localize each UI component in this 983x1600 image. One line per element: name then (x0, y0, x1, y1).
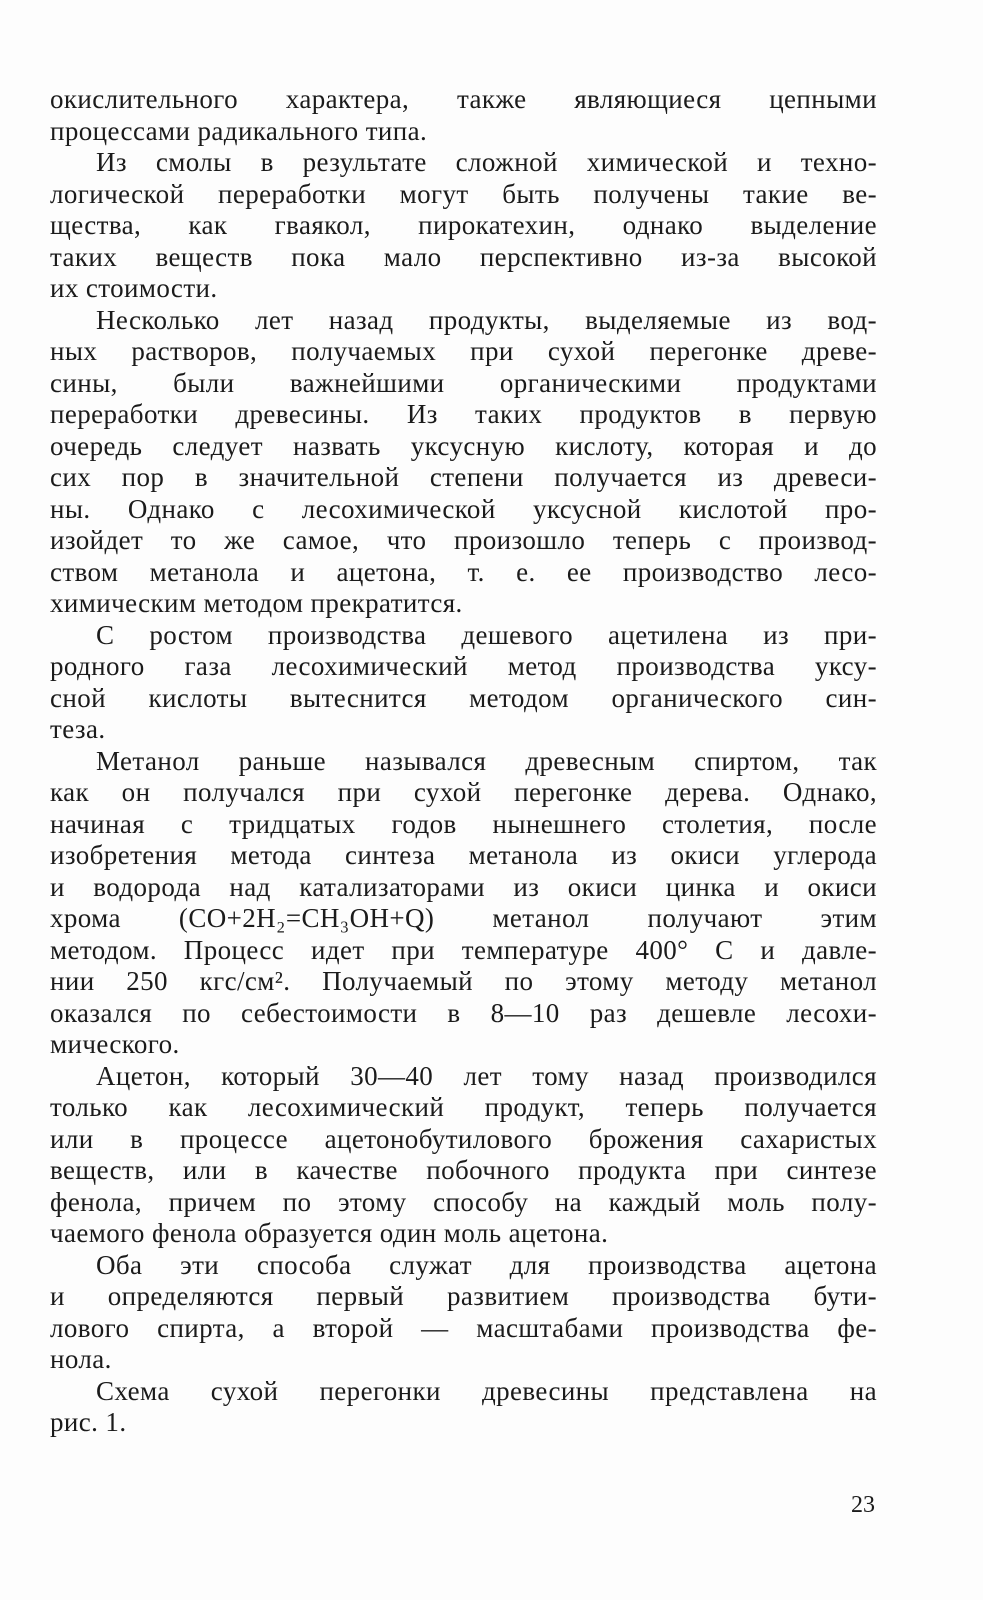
text-line: и водорода над катализаторами из окиси цинка и окиси (50, 871, 877, 902)
text-line: лового спирта, а второй — масштабами производства фе- (50, 1312, 877, 1343)
text-line: родного газа лесохимический метод производства уксу- (50, 651, 877, 681)
text-line: окислительного характера, также являющиеся цепными (50, 84, 877, 114)
text-line: рис. 1. (50, 1407, 127, 1437)
text-line: фенола, причем по этому способу на каждый моль полу- (50, 1186, 877, 1217)
text-line: С ростом производства дешевого ацетилена из при- (96, 619, 877, 650)
text-line: начиная с тридцатых годов нынешнего столетия, после (50, 808, 877, 839)
text-line: Ацетон, который 30—40 лет тому назад производился (96, 1060, 877, 1091)
text-line: щества, как гваякол, пирокатехин, однако выделение (50, 210, 877, 240)
text-line: теза. (50, 714, 106, 744)
text-line: переработки древесины. Из таких продуктов в первую (50, 399, 877, 429)
text-line: ных растворов, получаемых при сухой перегонке древе- (50, 336, 877, 366)
text-line: таких веществ пока мало перспективно из-за высокой (50, 241, 877, 272)
text-line: нии 250 кгс/см². Получаемый по этому методу метанол (50, 966, 877, 996)
text-line: Несколько лет назад продукты, выделяемые из вод- (96, 304, 877, 335)
body-text (50, 84, 877, 1439)
text-line: как он получался при сухой перегонке дерева. Однако, (50, 777, 877, 807)
page-number: 23 (851, 1492, 875, 1518)
text-line: нола. (50, 1344, 112, 1374)
text-line: Из смолы в результате сложной химической и техно- (96, 147, 877, 177)
text-line: химическим методом прекратится. (50, 588, 463, 618)
text-line: процессами радикального типа. (50, 115, 428, 146)
text-line: их стоимости. (50, 273, 218, 303)
text-line: веществ, или в качестве побочного продукта при синтезе (50, 1155, 877, 1185)
text-line: ны. Однако с лесохимической уксусной кислотой про- (50, 493, 877, 524)
text-line: или в процессе ацетонобутилового брожения сахаристых (50, 1123, 877, 1154)
text-line: мического. (50, 1029, 180, 1059)
text-line: изойдет то же самое, что произошло теперь с производ- (50, 525, 877, 555)
text-line: сих пор в значительной степени получается из древеси- (50, 462, 877, 492)
text-line: Оба эти способа служат для производства ацетона (96, 1249, 877, 1280)
text-line: оказался по себестоимости в 8—10 раз дешевле лесохи- (50, 997, 877, 1028)
text-line: ством метанола и ацетона, т. е. ее производство лесо- (50, 556, 877, 587)
text-line: сины, были важнейшими органическими продуктами (50, 367, 877, 398)
text-line: очередь следует назвать уксусную кислоту, которая и до (50, 430, 877, 461)
text-line: только как лесохимический продукт, теперь получается (50, 1092, 877, 1122)
text-line: сной кислоты вытеснится методом органического син- (50, 682, 877, 713)
text-line: и определяются первый развитием производства бути- (50, 1281, 877, 1311)
text-line: чаемого фенола образуется один моль ацетона. (50, 1218, 609, 1248)
text-line: хрома (CO+2H₂=CH₃OH+Q) метанол получают этим (50, 903, 877, 933)
text-line: логической переработки могут быть получены такие ве- (50, 178, 877, 209)
text-line: Схема сухой перегонки древесины представлена на (96, 1375, 877, 1406)
text-line: изобретения метода синтеза метанола из окиси углерода (50, 840, 877, 870)
text-line: Метанол раньше назывался древесным спиртом, так (96, 745, 877, 776)
text-line: методом. Процесс идет при температуре 400° C и давле- (50, 934, 877, 965)
